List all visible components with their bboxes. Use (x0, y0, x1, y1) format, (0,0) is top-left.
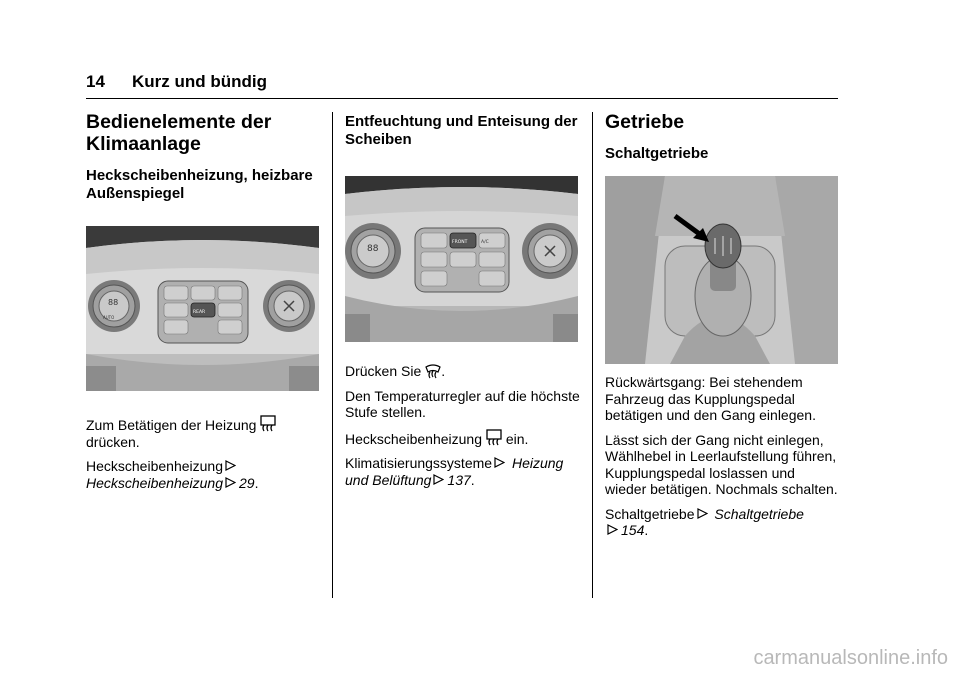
header-rule (86, 98, 838, 99)
para-reference-climate: Klimatisierungssysteme Heizung und Belüftung 137. (345, 455, 564, 488)
column-climate-text (86, 415, 321, 491)
section-title-climate: Bedienelemente der Klimaanlage (86, 111, 272, 155)
section-title-getriebe: Getriebe (605, 111, 685, 133)
auto-label: AUTO (103, 315, 115, 320)
column-transmission (605, 108, 840, 163)
rear-defrost-icon (486, 429, 502, 447)
column-transmission-text (605, 374, 840, 539)
page-ref-29[interactable]: 29 (238, 474, 255, 491)
column-defog-text (345, 363, 580, 488)
watermark: carmanualsonline.info (753, 647, 948, 669)
para-heating-instruction: Zum Betätigen der Heizung drücken. (86, 415, 321, 450)
column-defog (345, 108, 580, 149)
page-ref-154[interactable]: 154 (621, 522, 645, 538)
link-schaltgetriebe[interactable]: Schaltgetriebe (714, 505, 804, 522)
defog-panel-figure (345, 176, 578, 342)
front-label: FRONT (452, 240, 468, 245)
cross-reference-icon (607, 524, 618, 535)
link-heckscheibenheizung[interactable]: Heckscheibenheizung (86, 474, 223, 491)
chapter-title: Kurz und bündig (132, 72, 268, 91)
subsection-title-schaltgetriebe: Schaltgetriebe (605, 145, 709, 162)
para-reference-schaltgetriebe: Schaltgetriebe Schaltgetriebe 154. (605, 505, 804, 538)
svg-text:88: 88 (108, 298, 119, 307)
cross-reference-icon (225, 477, 236, 488)
para-temperature: Den Temperaturregler auf die höchste Stufe stellen. (345, 387, 580, 420)
column-divider-2 (592, 112, 593, 598)
page-number: 14 (86, 72, 105, 91)
subsection-title-rear-defogger: Heckscheibenheizung, heizbare Außenspiegel (86, 167, 313, 202)
cross-reference-icon (697, 508, 708, 519)
para-gear-not-engaging: Lässt sich der Gang nicht einlegen, Wählhebel in Leerlaufstellung führen, Kupplungspedal loslassen und wieder betätigen. Nochmals schalten. (605, 431, 838, 497)
link-heizung-belueftung[interactable]: Heizung und Belüftung (345, 455, 564, 488)
para-reference-defogger: Heckscheibenheizung Heckscheibenheizung 29. (86, 458, 259, 491)
gear-shift-figure (605, 176, 838, 364)
cross-reference-icon (433, 474, 444, 485)
climate-panel-figure (86, 226, 319, 391)
rear-label: REAR (193, 310, 206, 315)
column-divider-1 (332, 112, 333, 598)
cross-reference-icon (494, 457, 505, 468)
para-press-button: Drücken Sie . (345, 363, 446, 379)
svg-text:88: 88 (367, 244, 379, 254)
front-defrost-icon (425, 363, 441, 379)
ac-label: A/C (481, 240, 489, 245)
subsection-title-defog: Entfeuchtung und Enteisung der Scheiben (345, 113, 578, 148)
column-climate-controls (86, 108, 321, 203)
page-header (86, 72, 267, 92)
para-rear-defogger-on: Heckscheibenheizung ein. (345, 430, 529, 447)
page-ref-137[interactable]: 137 (447, 471, 471, 488)
rear-defrost-icon (260, 415, 276, 433)
cross-reference-icon (225, 460, 236, 471)
para-reverse-gear: Rückwärtsgang: Bei stehendem Fahrzeug das Kupplungspedal betätigen und den Gang einlegen. (605, 374, 816, 423)
